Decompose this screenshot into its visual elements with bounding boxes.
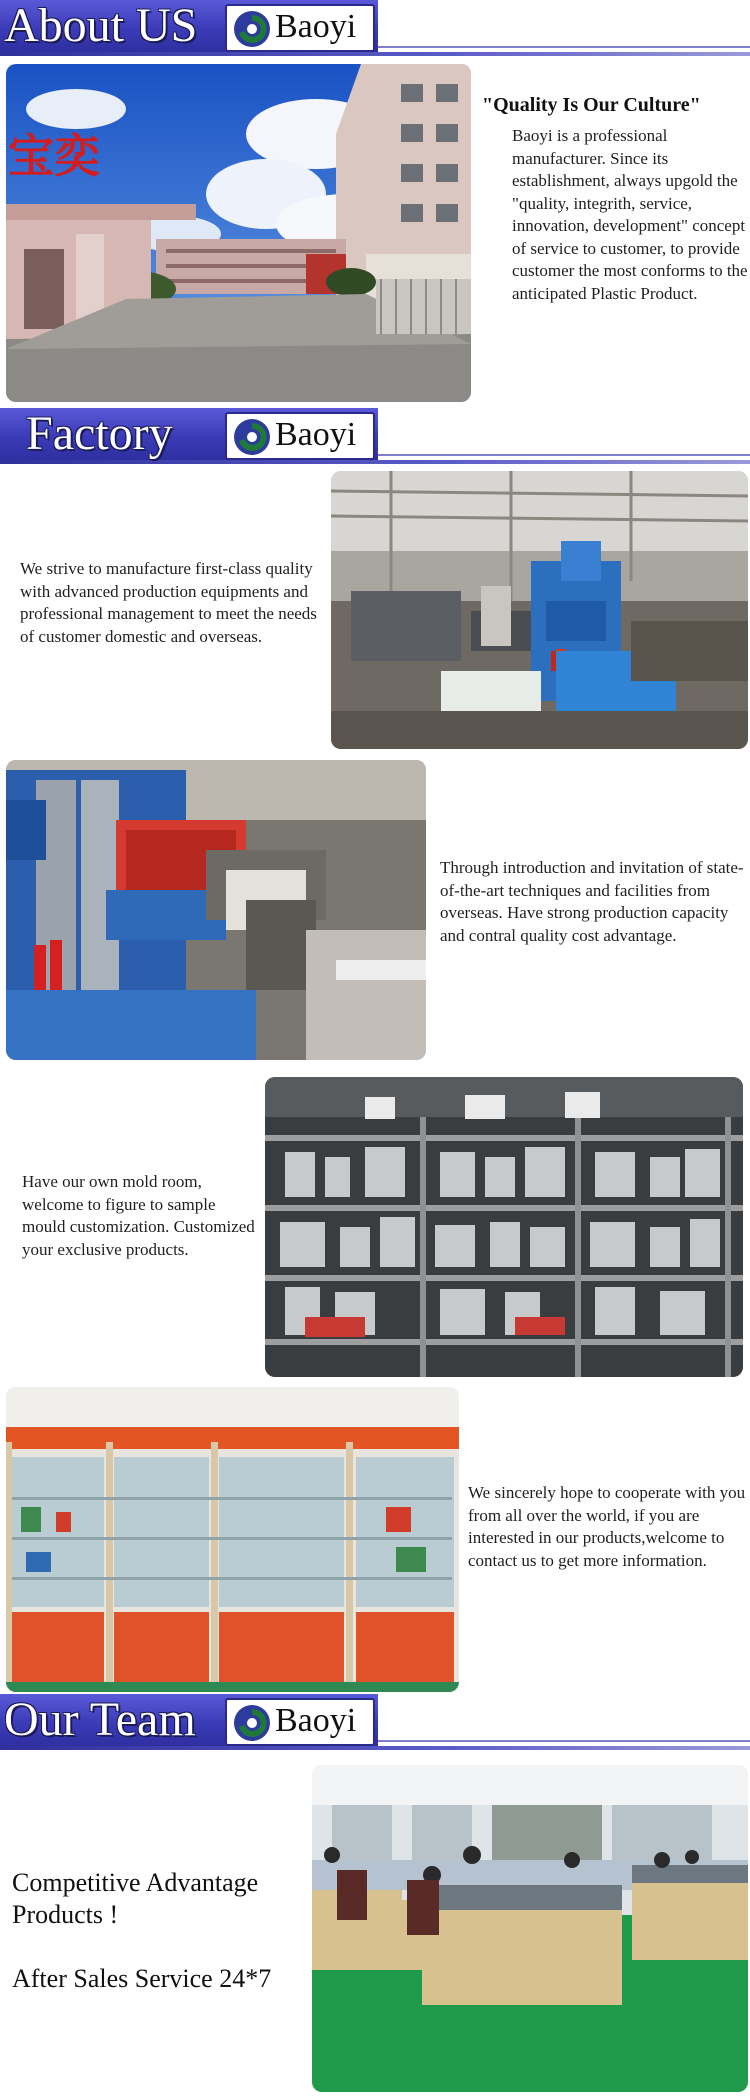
company-building-photo bbox=[6, 64, 471, 402]
banner-rule-thin bbox=[378, 454, 750, 456]
about-us-title: About US bbox=[4, 0, 198, 52]
factory-text-1: We strive to manufacture first-class quality with advanced production equipments and professional management to meet the needs of customer domestic and overseas. bbox=[20, 559, 317, 646]
about-us-text: Baoyi is a professional manufacturer. Since its establishment, always upgold the "quality, integrith, service, innovation, development" concept of service to customer, to provide customer the most conforms to the anticipated Plastic Product. bbox=[512, 126, 748, 303]
factory-title: Factory bbox=[26, 407, 173, 460]
factory-banner bbox=[0, 408, 750, 470]
showroom-cabinets-photo bbox=[6, 1387, 459, 1692]
our-team-title: Our Team bbox=[4, 1693, 196, 1746]
banner-rule-thin bbox=[378, 46, 750, 48]
baoyi-logo-text: Baoyi bbox=[275, 8, 357, 45]
building-sign: 宝奕 bbox=[8, 129, 100, 183]
baoyi-logo bbox=[225, 412, 375, 460]
competitive-advantage-text: Competitive Advantage Products ! bbox=[12, 1868, 259, 1929]
factory-text-4: We sincerely hope to cooperate with you from all over the world, if you are interested in our products,welcome to contact us to get more information. bbox=[468, 1483, 746, 1570]
baoyi-logo-text: Baoyi bbox=[275, 1702, 357, 1739]
baoyi-logo bbox=[225, 1698, 375, 1746]
baoyi-swirl-icon bbox=[231, 9, 273, 49]
baoyi-logo bbox=[225, 4, 375, 52]
factory-text-3: Have our own mold room, welcome to figure to sample mould customization. Customized your exclusive products. bbox=[22, 1172, 255, 1259]
office-team-photo bbox=[312, 1765, 748, 2092]
baoyi-swirl-icon bbox=[231, 417, 273, 457]
our-team-banner bbox=[0, 1694, 750, 1756]
about-us-banner bbox=[0, 0, 750, 62]
baoyi-swirl-icon bbox=[231, 1703, 273, 1743]
injection-machine-photo bbox=[6, 760, 426, 1060]
mold-room-shelves-photo bbox=[265, 1077, 743, 1377]
quality-quote-title: "Quality Is Our Culture" bbox=[482, 94, 701, 116]
after-sales-text: After Sales Service 24*7 bbox=[12, 1964, 272, 1993]
workshop-machinery-photo bbox=[331, 471, 748, 749]
baoyi-logo-text: Baoyi bbox=[275, 416, 357, 453]
factory-text-2: Through introduction and invitation of state-of-the-art techniques and facilities from overseas. Have strong production capacity and contral quality cost advantage. bbox=[440, 858, 744, 945]
banner-rule-thin bbox=[378, 1740, 750, 1742]
